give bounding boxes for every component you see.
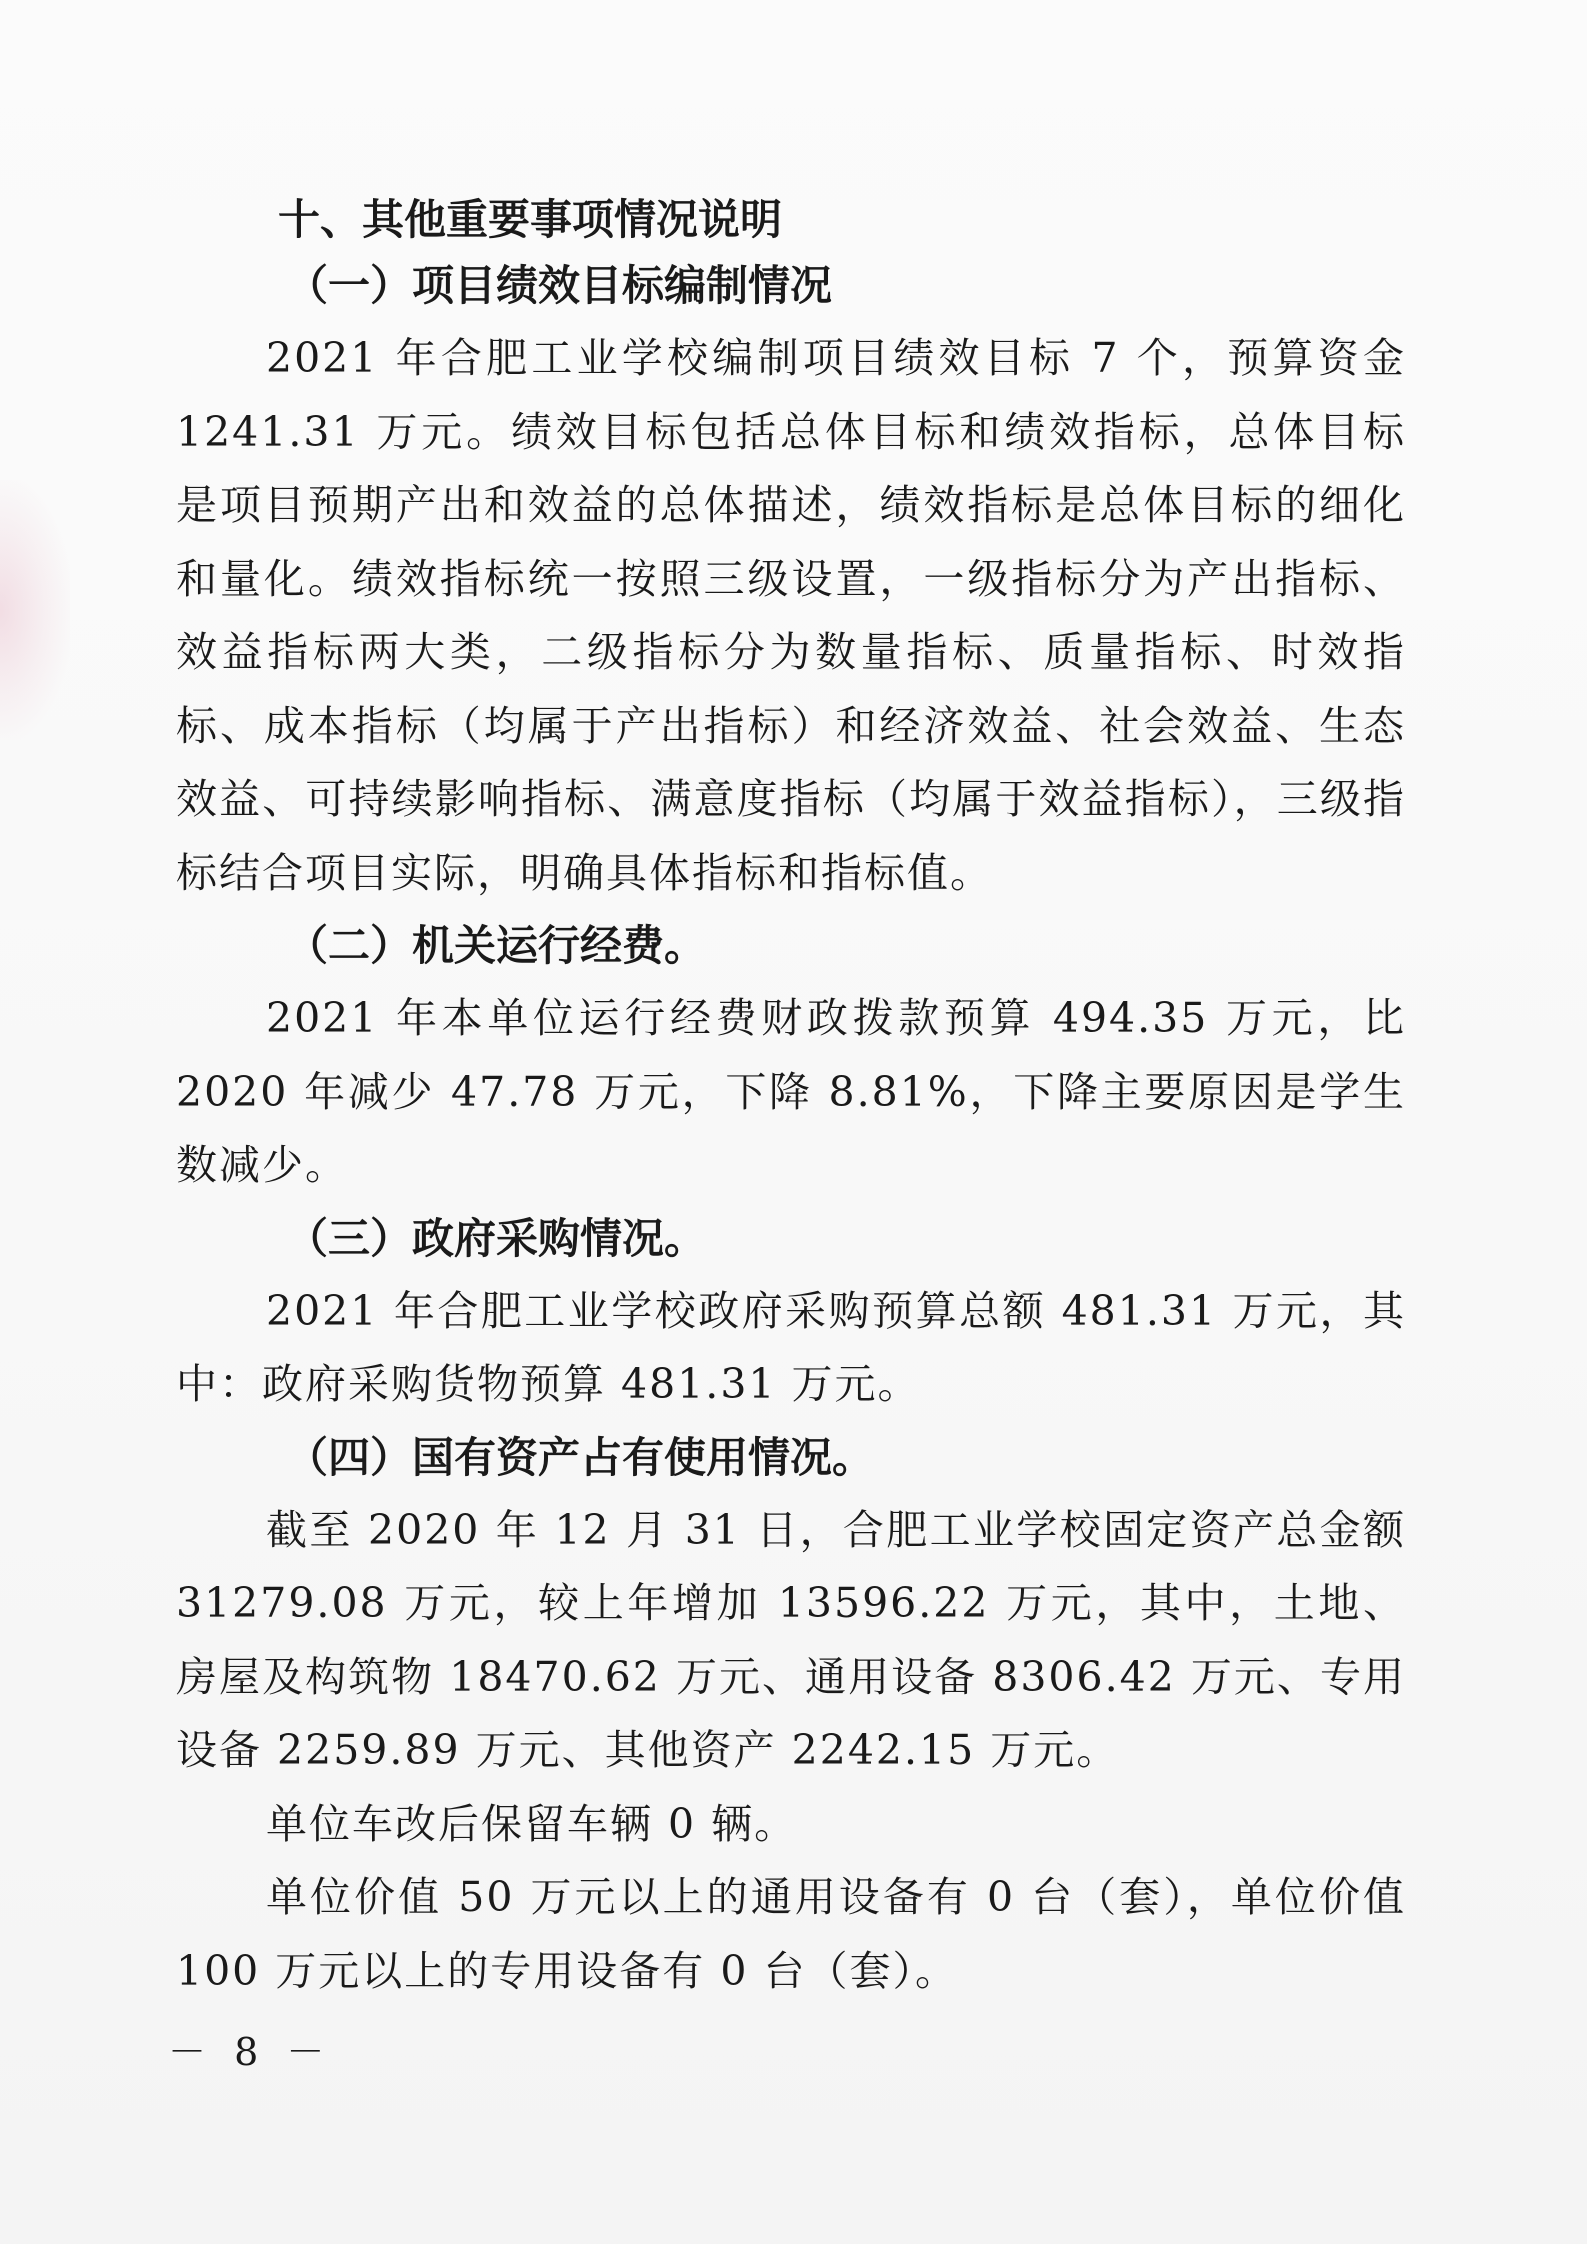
paragraph-equipment: 单位价值 50 万元以上的通用设备有 0 台（套），单位价值 100 万元以上的专用设备有 0 台（套）。: [176, 1873, 1406, 1995]
page-number: － 8 －: [168, 2030, 333, 2074]
paragraph-fixed-assets: 截至 2020 年 12 月 31 日，合肥工业学校固定资产总金额 31279.08 万元，较上年增加 13596.22 万元，其中，土地、房屋及构筑物 18470.62 万元、通用设备 8306.42 万元、专用设备 2259.89 万元、其他资产 2242.15 万元。: [176, 1505, 1406, 1774]
section-title: 十、其他重要事项情况说明: [278, 195, 783, 244]
subsection-heading-2: （二）机关运行经费。: [286, 921, 707, 970]
paragraph-procurement: 2021 年合肥工业学校政府采购预算总额 481.31 万元，其中：政府采购货物预算 481.31 万元。: [176, 1286, 1406, 1408]
subsection-heading-3: （三）政府采购情况。: [286, 1213, 707, 1263]
paragraph-operating-expenses: 2021 年本单位运行经费财政拨款预算 494.35 万元，比 2020 年减少 47.78 万元，下降 8.81%，下降主要原因是学生数减少。: [176, 994, 1406, 1189]
stamp-bleed-mark: [0, 480, 70, 740]
subsection-heading-4: （四）国有资产占有使用情况。: [286, 1432, 875, 1482]
subsection-heading-1: （一）项目绩效目标编制情况: [286, 261, 833, 310]
paragraph-vehicles: 单位车改后保留车辆 0 辆。: [266, 1799, 798, 1848]
document-body: [176, 190, 1406, 2008]
paragraph-performance-goals: 2021 年合肥工业学校编制项目绩效目标 7 个，预算资金 1241.31 万元。绩效目标包括总体目标和绩效指标，总体目标是项目预期产出和效益的总体描述，绩效指标是总体目标的细化和量化。绩效指标统一按照三级设置，一级指标分为产出指标、效益指标两大类，二级指标分为数量指标、质量指标、时效指标、成本指标（均属于产出指标）和经济效益、社会效益、生态效益、可持续影响指标、满意度指标（均属于效益指标），三级指标结合项目实际，明确具体指标和指标值。: [176, 334, 1406, 897]
